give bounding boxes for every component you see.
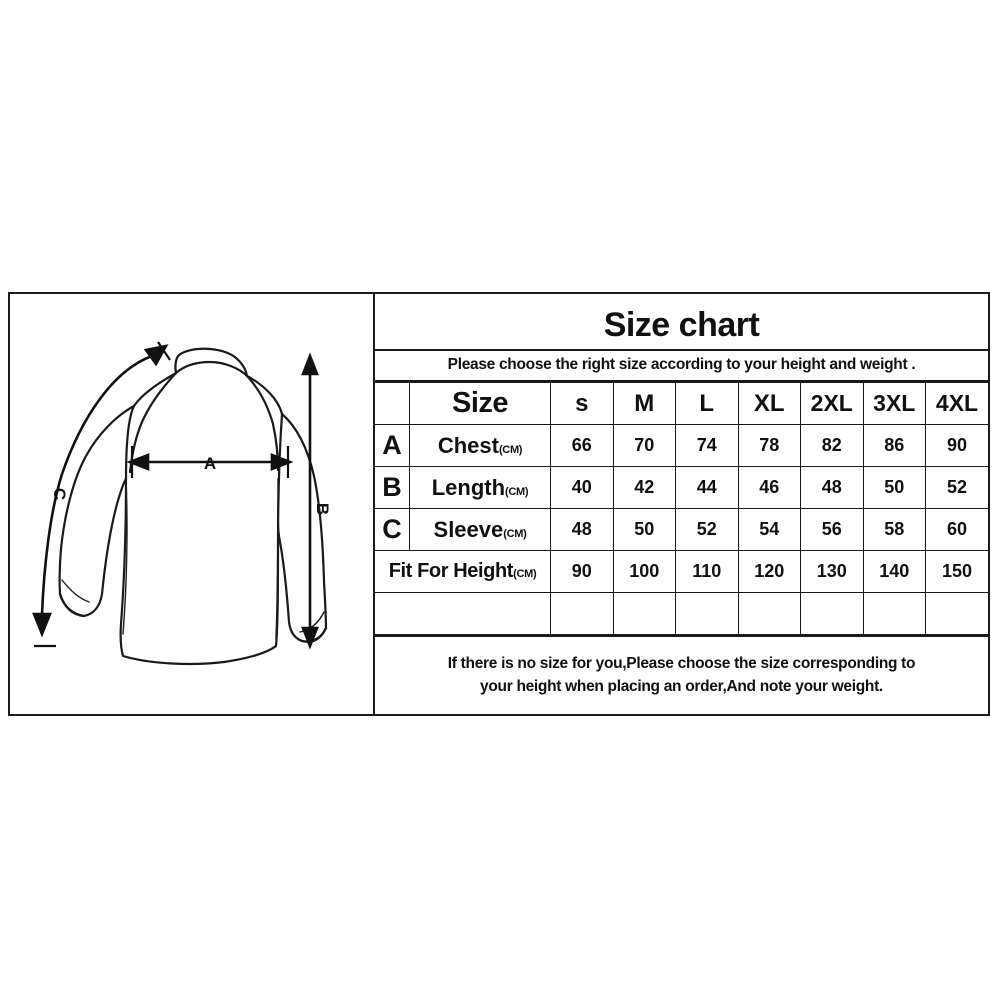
- header-size-xl: XL: [738, 383, 801, 425]
- length-l: 44: [676, 467, 739, 509]
- blank-cell-2xl: [801, 593, 864, 635]
- row-unit-sleeve: (CM): [503, 527, 527, 540]
- height-s: 90: [551, 551, 614, 593]
- row-label-sleeve-text: Sleeve: [433, 516, 504, 542]
- chart-subtitle: Please choose the right size according to your height and weight .: [375, 349, 988, 382]
- sleeve-l: 52: [676, 509, 739, 551]
- page-title: Size chart: [603, 306, 760, 344]
- blank-cell-xl: [738, 593, 801, 635]
- row-key-b: B: [375, 467, 410, 509]
- length-s: 40: [551, 467, 614, 509]
- garment-illustration: [10, 294, 373, 714]
- sleeve-s: 48: [551, 509, 614, 551]
- sleeve-3xl: 58: [863, 509, 926, 551]
- row-key-c: C: [375, 509, 410, 551]
- size-table-pane: [375, 294, 988, 714]
- length-4xl: 52: [926, 467, 989, 509]
- row-label-sleeve: [410, 509, 551, 551]
- chest-l: 74: [676, 425, 739, 467]
- chest-xl: 78: [738, 425, 801, 467]
- length-xl: 46: [738, 467, 801, 509]
- header-size-l: L: [676, 383, 739, 425]
- row-label-chest-text: Chest: [437, 432, 499, 458]
- table-row: [375, 467, 988, 509]
- header-key-cell: [375, 383, 410, 425]
- footnote-line-2: your height when placing an order,And note your weight.: [480, 677, 883, 695]
- length-2xl: 48: [801, 467, 864, 509]
- chest-4xl: 90: [926, 425, 989, 467]
- row-label-chest: [410, 425, 551, 467]
- blank-cell-3xl: [863, 593, 926, 635]
- table-blank-row: [375, 593, 988, 635]
- row-unit-chest: (CM): [498, 443, 523, 456]
- header-size-2xl: 2XL: [801, 383, 864, 425]
- row-label-fit-text: Fit For Height: [388, 560, 514, 582]
- height-2xl: 130: [801, 551, 864, 593]
- table-header-row: [375, 383, 988, 425]
- blank-cell-m: [613, 593, 676, 635]
- garment-illustration-pane: [10, 294, 375, 714]
- chest-3xl: 86: [863, 425, 926, 467]
- sleeve-4xl: 60: [926, 509, 989, 551]
- header-size-label: Size: [410, 383, 551, 425]
- blank-cell-4xl: [926, 593, 989, 635]
- chest-m: 70: [613, 425, 676, 467]
- height-m: 100: [613, 551, 676, 593]
- marker-length-letter: B: [313, 502, 332, 516]
- height-xl: 120: [738, 551, 801, 593]
- blank-cell-l: [676, 593, 739, 635]
- marker-chest-letter: A: [203, 454, 217, 473]
- row-unit-length: (CM): [505, 485, 529, 498]
- height-3xl: 140: [863, 551, 926, 593]
- table-row: [375, 509, 988, 551]
- size-table: [375, 382, 988, 635]
- marker-sleeve-letter: C: [50, 487, 69, 501]
- header-size-s: s: [551, 383, 614, 425]
- table-row: [375, 551, 988, 593]
- sleeve-m: 50: [613, 509, 676, 551]
- blank-cell-s: [551, 593, 614, 635]
- chest-2xl: 82: [801, 425, 864, 467]
- length-m: 42: [613, 467, 676, 509]
- chart-footnote: [375, 635, 988, 714]
- row-unit-fit: (CM): [513, 568, 537, 580]
- height-4xl: 150: [926, 551, 989, 593]
- sleeve-xl: 54: [738, 509, 801, 551]
- chest-s: 66: [551, 425, 614, 467]
- table-row: [375, 425, 988, 467]
- row-label-length-text: Length: [431, 474, 506, 500]
- header-size-4xl: 4XL: [926, 383, 989, 425]
- header-size-3xl: 3XL: [863, 383, 926, 425]
- row-label-length: [410, 467, 551, 509]
- sleeve-2xl: 56: [801, 509, 864, 551]
- blank-cell-label: [375, 593, 551, 635]
- header-size-m: M: [613, 383, 676, 425]
- row-label-fit-for-height: [375, 551, 551, 593]
- length-3xl: 50: [863, 467, 926, 509]
- size-chart-frame: [8, 292, 990, 716]
- row-key-a: A: [375, 425, 410, 467]
- height-l: 110: [676, 551, 739, 593]
- footnote-line-1: If there is no size for you,Please choose the size corresponding to: [447, 655, 916, 673]
